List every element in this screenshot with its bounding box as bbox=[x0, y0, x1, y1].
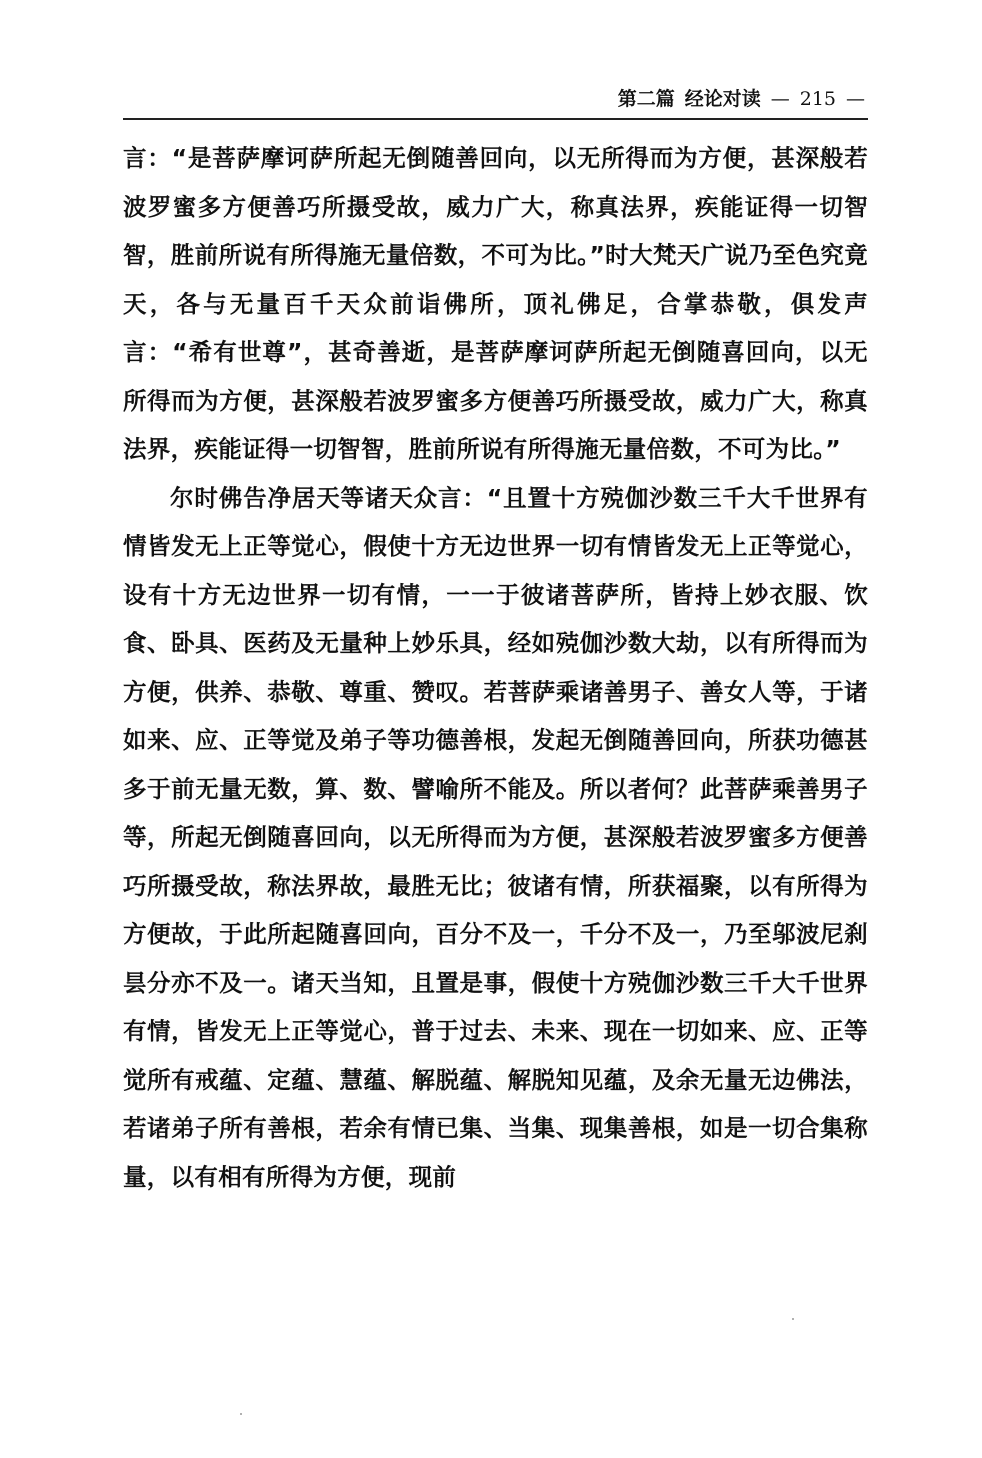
paragraph: 尔时佛告净居天等诸天众言：“且置十方殑伽沙数三千大千世界有情皆发无上正等觉心，假使十方无边世界一切有情皆发无上正等觉心，设有十方无边世界一切有情，一一于彼诸菩萨所，皆持上妙衣服、饮食、卧具、医药及无量种上妙乐具，经如殑伽沙数大劫，以有所得而为方便，供养、恭敬、尊重、赞叹。若菩萨乘诸善男子、善女人等，于诸如来、应、正等觉及弟子等功德善根，发起无倒随善回向，所获功德甚多于前无量无数，算、数、譬喻所不能及。所以者何？此菩萨乘善男子等，所起无倒随喜回向，以无所得而为方便，甚深般若波罗蜜多方便善巧所摄受故，称法界故，最胜无比；彼诸有情，所获福聚，以有所得为方便故，于此所起随喜回向，百分不及一，千分不及一，乃至邬波尼刹昙分亦不及一。诸天当知，且置是事，假使十方殑伽沙数三千大千世界有情，皆发无上正等觉心，普于过去、未来、现在一切如来、应、正等觉所有戒蕴、定蕴、慧蕴、解脱蕴、解脱知见蕴，及余无量无边佛法，若诸弟子所有善根，若余有情已集、当集、现集善根，如是一切合集称量，以有相有所得为方便，现前 bbox=[123, 483, 868, 1191]
body-text bbox=[123, 134, 868, 1201]
paragraph-continued: 言：“是菩萨摩诃萨所起无倒随善回向，以无所得而为方便，甚深般若波罗蜜多方便善巧所摄受故，威力广大，称真法界，疾能证得一切智智，胜前所说有所得施无量倍数，不可为比。”时大梵天广说乃至色究竟天，各与无量百千天众前诣佛所，顶礼佛足，合掌恭敬，俱发声言：“希有世尊”，甚奇善逝，是菩萨摩诃萨所起无倒随喜回向，以无所得而为方便，甚深般若波罗蜜多方便善巧所摄受故，威力广大，称真法界，疾能证得一切智智，胜前所说有所得施无量倍数，不可为比。” bbox=[123, 144, 868, 463]
running-header bbox=[560, 84, 865, 114]
header-chapter: 经论对读 bbox=[684, 88, 761, 110]
header-rule bbox=[123, 118, 868, 120]
header-dash-right: — bbox=[846, 88, 865, 110]
scan-speck bbox=[240, 1413, 242, 1415]
header-part: 第二篇 bbox=[617, 88, 675, 110]
header-dash-left: — bbox=[770, 88, 790, 110]
page-number: 215 bbox=[799, 88, 836, 110]
scan-speck bbox=[792, 1318, 794, 1320]
